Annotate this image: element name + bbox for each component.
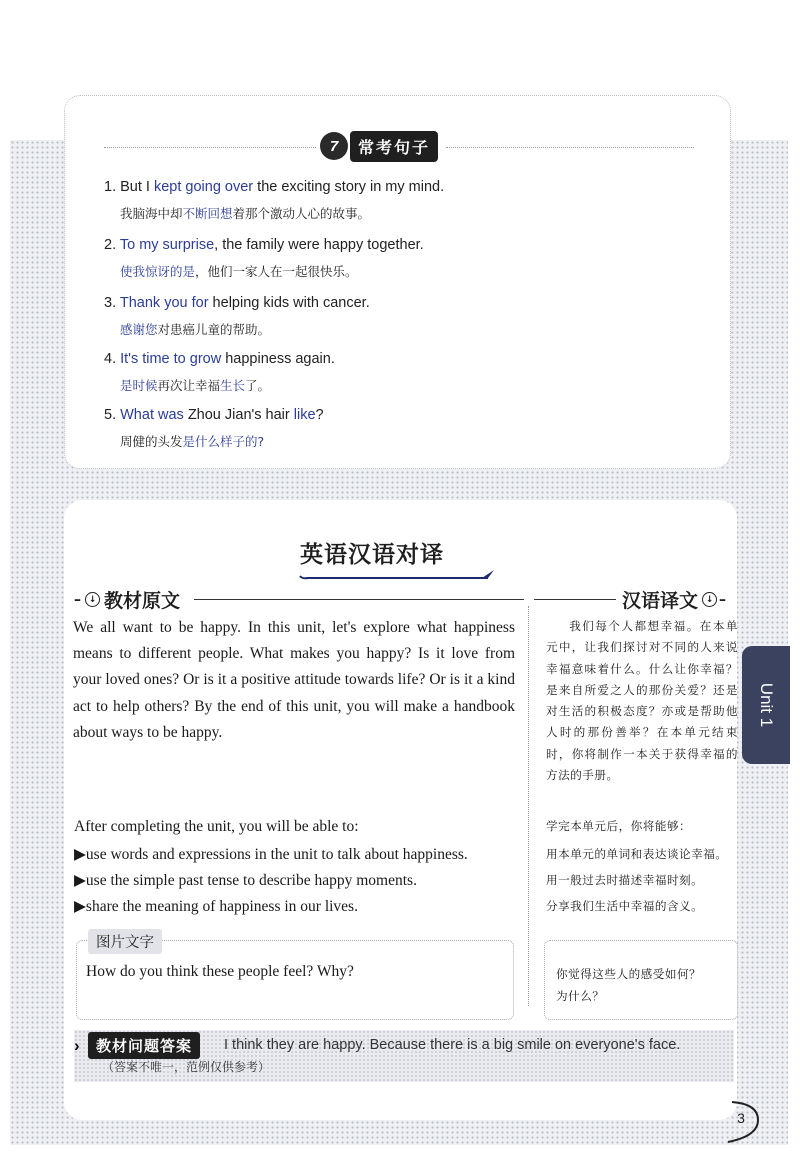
- sentence-english: [104, 404, 324, 426]
- sentence-text-cn: 再次让幸福: [157, 378, 221, 393]
- header-divider-right: [446, 147, 694, 148]
- sentence-text-cn: 周健的头发: [120, 434, 183, 449]
- answer-note: （答案不唯一，范例仅供参考）: [102, 1060, 271, 1074]
- heading-rule-left: [194, 599, 524, 600]
- key-phrase-cn: 感谢您: [120, 322, 158, 337]
- answer-text: I think they are happy. Because there is a big smile on everyone's face.: [224, 1037, 681, 1053]
- header-divider-left: [104, 147, 316, 148]
- key-phrase: like: [293, 407, 316, 423]
- key-phrase: It's time to grow: [120, 351, 222, 367]
- translation-heading: 汉语译文 ↓ –: [622, 590, 727, 612]
- sentence-item: [104, 404, 324, 452]
- sentence-text-cn: 对患癌儿童的帮助。: [157, 322, 271, 337]
- sentence-text-cn: 我脑海中却: [120, 206, 183, 221]
- page-number: 3: [737, 1110, 745, 1126]
- section-title: 常考句子: [350, 131, 438, 162]
- key-phrase-cn: 是时候: [120, 378, 158, 393]
- sentence-text: happiness again.: [221, 351, 335, 367]
- sentence-text: But I: [120, 179, 154, 195]
- key-phrase: kept going over: [153, 179, 254, 195]
- down-arrow-icon: ↓: [702, 592, 717, 607]
- key-phrase: Thank you for: [119, 295, 209, 311]
- sentence-chinese: [120, 320, 370, 340]
- translated-bullet: 用一般过去时描述幸福时刻。: [546, 873, 704, 887]
- original-bullet: ▶use the simple past tense to describe happy moments.: [74, 872, 417, 889]
- translated-bullet: 用本单元的单词和表达谈论幸福。: [546, 847, 728, 861]
- sentence-text: , the family were happy together.: [214, 237, 424, 253]
- translated-paragraph: 我们每个人都想幸福。在本单元中，让我们探讨对不同的人来说幸福意味着什么。什么让你幸福？是来自所爱之人的那份关爱？还是对生活的积极态度？亦或是帮助他人时的那份善举？在本单元结束时，你将制作一本关于获得幸福的方法的手册。: [546, 619, 738, 783]
- unit-label: Unit 1: [757, 682, 776, 728]
- sentence-number: 1.: [104, 179, 121, 195]
- key-phrase-cn: 是什么样子的?: [182, 434, 265, 449]
- sentence-number: 3.: [104, 295, 120, 311]
- sentence-chinese: [120, 376, 335, 396]
- sentence-chinese: [120, 432, 324, 452]
- section-number: 7: [320, 132, 348, 160]
- column-divider: [528, 606, 529, 1006]
- sentence-chinese: [120, 262, 424, 282]
- sentence-text: Zhou Jian's hair: [183, 407, 294, 423]
- down-arrow-icon: ↓: [85, 592, 100, 607]
- picture-translation-line2: 为什么？: [556, 989, 605, 1003]
- sentence-item: [104, 176, 444, 224]
- key-phrase-cn: 不断回想: [182, 206, 233, 221]
- answer-label: 教材问题答案: [88, 1032, 200, 1059]
- sentence-text: the exciting story in my mind.: [253, 179, 445, 195]
- key-phrase-cn: 生长: [220, 378, 246, 393]
- key-phrase: To my surprise: [119, 237, 215, 253]
- translated-intro: 学完本单元后，你将能够：: [546, 819, 692, 833]
- unit-side-tab: [742, 646, 790, 764]
- original-bullet: ▶use words and expressions in the unit to talk about happiness.: [74, 846, 468, 863]
- sentence-text-cn: 着那个激动人心的故事。: [232, 206, 371, 221]
- picture-translation-line1: 你觉得这些人的感受如何？: [556, 967, 702, 981]
- sentence-text: helping kids with cancer.: [208, 295, 370, 311]
- sentence-number: 5.: [104, 407, 121, 423]
- original-bullet: ▶share the meaning of happiness in our lives.: [74, 898, 358, 915]
- chevron-right-icon: ›: [74, 1036, 80, 1055]
- translation-title: 英语汉语对译: [300, 542, 444, 568]
- sentence-number: 2.: [104, 237, 120, 253]
- picture-text-label: 图片文字: [88, 929, 162, 954]
- picture-question: How do you think these people feel? Why?: [86, 963, 354, 980]
- sentence-english: [104, 348, 335, 370]
- key-phrase-cn: 使我惊讶的是: [120, 264, 196, 279]
- original-text-heading: – ↓ 教材原文: [74, 590, 181, 612]
- sentence-number: 4.: [104, 351, 121, 367]
- sentence-english: [104, 292, 370, 314]
- sentence-text: ?: [315, 407, 324, 423]
- key-phrase: What was: [120, 407, 184, 423]
- title-underline-arrow-icon: [298, 570, 498, 580]
- translated-bullet: 分享我们生活中幸福的含义。: [546, 899, 704, 913]
- original-paragraph: We all want to be happy. In this unit, let's explore what happiness means to different people. What makes you happy? Is it love from your loved ones? Or is it a positive attitude towards life? Or is it a kind act to help others? By the end of this unit, you will make a handbook about ways to be happy.: [73, 619, 515, 741]
- section-header: [320, 131, 438, 161]
- heading-rule-right: [534, 599, 616, 600]
- sentence-english: [104, 234, 424, 256]
- sentence-chinese: [120, 204, 444, 224]
- sentence-item: [104, 234, 424, 282]
- sentence-item: [104, 348, 335, 396]
- sentence-english: [104, 176, 444, 198]
- original-intro: After completing the unit, you will be able to:: [74, 818, 359, 835]
- sentence-text-cn: ，他们一家人在一起很快乐。: [195, 264, 358, 279]
- sentence-item: [104, 292, 370, 340]
- sentence-text-cn: 了。: [245, 378, 271, 393]
